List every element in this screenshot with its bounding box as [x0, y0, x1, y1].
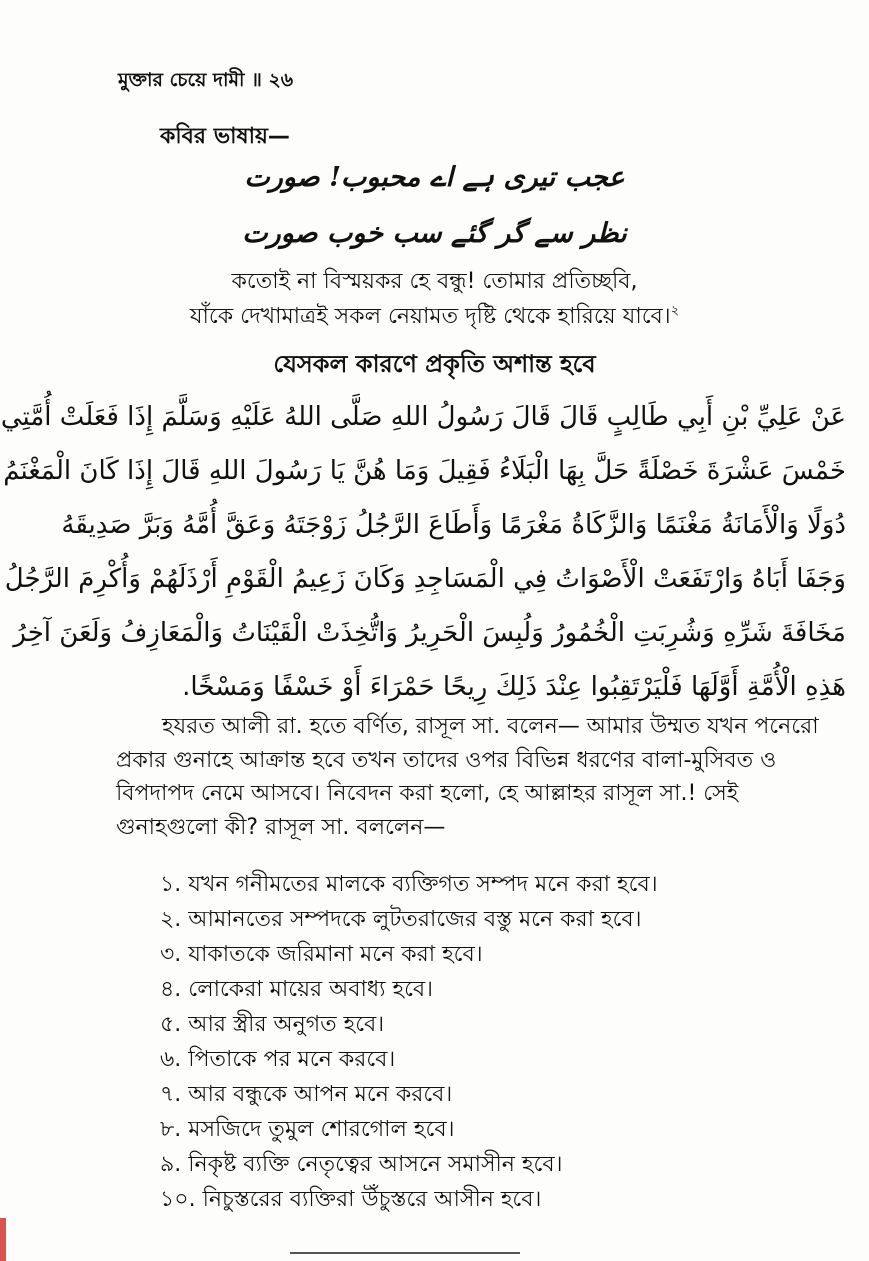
- bangla-verse-line-2: [0, 299, 869, 336]
- translation-paragraph: [116, 710, 846, 844]
- arabic-hadith: [0, 390, 846, 714]
- list-item: ২. আমানতের সম্পদকে লুটতরাজের বস্তু মনে করা হবে।: [160, 907, 642, 932]
- list-item: ৮. মসজিদে তুমুল শোরগোল হবে।: [160, 1117, 455, 1142]
- list-item: ৩. যাকাতকে জরিমানা মনে করা হবে।: [160, 942, 483, 967]
- arabic-hadith-line: وَجَفَا أَبَاهُ وَارْتَفَعَتْ الْأَصْوَاتُ فِي الْمَسَاجِدِ وَكَانَ زَعِيمُ الْقَوْمِ أَرْذَلَهُمْ وَأُكْرِمَ الرَّجُلُ: [4, 564, 846, 594]
- arabic-hadith-line: دُوَلًا وَالْأَمَانَةُ مَغْنَمًا وَالزَّكَاةُ مَغْرَمًا وَأَطَاعَ الرَّجُلُ زَوْجَتَهُ وَعَقَّ أُمَّهُ وَبَرَّ صَدِيقَهُ: [61, 510, 846, 540]
- running-header: মুক্তার চেয়ে দামী ॥ ২৬: [118, 69, 294, 91]
- urdu-couplet-line-2: نظر سے گر گئے سب خوب صورت: [242, 218, 627, 249]
- arabic-hadith-line: عَنْ عَلِيِّ بْنِ أَبِي طَالِبٍ قَالَ قَالَ رَسُولُ اللهِ صَلَّى اللهُ عَلَيْهِ وَسَلَّمَ إِذَا فَعَلَتْ أُمَّتِي: [0, 402, 846, 432]
- list-item: ৭. আর বন্ধুকে আপন মনে করবে।: [160, 1082, 453, 1107]
- list-item: ৯. নিকৃষ্ট ব্যক্তি নেতৃত্বের আসনে সমাসীন হবে।: [160, 1152, 563, 1177]
- arabic-hadith-line: مَخَافَةَ شَرِّهِ وَشُرِبَتِ الْخُمُورُ وَلُبِسَ الْحَرِيرُ وَاتُّخِذَتْ الْقَيْنَاتُ وَالْمَعَازِفُ وَلَعَنَ آخِرُ: [13, 618, 846, 648]
- translation-text: হযরত আলী রা. হতে বর্ণিত, রাসূল সা. বলেন— আমার উম্মত যখন পনেরো প্রকার গুনাহে আক্রান্ত হবে তখন তাদের ওপর বিভিন্ন ধরণের বালা-মুসিবত ও বিপদাপদ নেমে আসবে। নিবেদন করা হলো, হে আল্লাহর রাসূল সা.! সেই গুনাহগুলো কী? রাসূল সা. বললেন—: [116, 714, 819, 840]
- section-heading: যেসকল কারণে প্রকৃতি অশান্ত হবে: [273, 350, 596, 378]
- arabic-hadith-line: هَذِهِ الْأُمَّةِ أَوَّلَهَا فَلْيَرْتَقِبُوا عِنْدَ ذَلِكَ رِيحًا حَمْرَاءَ أَوْ خَسْفًا وَمَسْخًا.: [182, 672, 846, 702]
- list-item: ১০. নিচুস্তরের ব্যক্তিরা উঁচুস্তরে আসীন হবে।: [160, 1187, 542, 1212]
- page-edge-mark: [0, 1218, 6, 1261]
- list-item: ৪. লোকেরা মায়ের অবাধ্য হবে।: [160, 977, 434, 1002]
- urdu-couplet-line-1: عجب تیری ہے اے محبوب! صورت: [244, 162, 625, 193]
- bangla-verse-line-2-text: যাঁকে দেখামাত্রই সকল নেয়ামত দৃষ্টি থেকে হারিয়ে যাবে।: [189, 304, 671, 329]
- intro-label: কবির ভাষায়—: [160, 124, 290, 149]
- list-item: ১. যখন গনীমতের মালকে ব্যক্তিগত সম্পদ মনে করা হবে।: [160, 872, 658, 897]
- footnote-marker: ২: [670, 303, 680, 319]
- arabic-hadith-line: خَمْسَ عَشْرَةَ خَصْلَةً حَلَّ بِهَا الْبَلَاءُ فَقِيلَ وَمَا هُنَّ يَا رَسُولَ اللهِ قَالَ إِذَا كَانَ الْمَغْنَمُ: [3, 456, 846, 486]
- list-item: ৬. পিতাকে পর মনে করবে।: [160, 1047, 396, 1072]
- sins-list: [160, 867, 658, 1217]
- list-item: ৫. আর স্ত্রীর অনুগত হবে।: [160, 1012, 385, 1037]
- footnote-divider: [290, 1252, 520, 1254]
- bangla-verse-line-1: কতোই না বিস্ময়কর হে বন্ধু! তোমার প্রতিচ্ছবি,: [231, 269, 638, 294]
